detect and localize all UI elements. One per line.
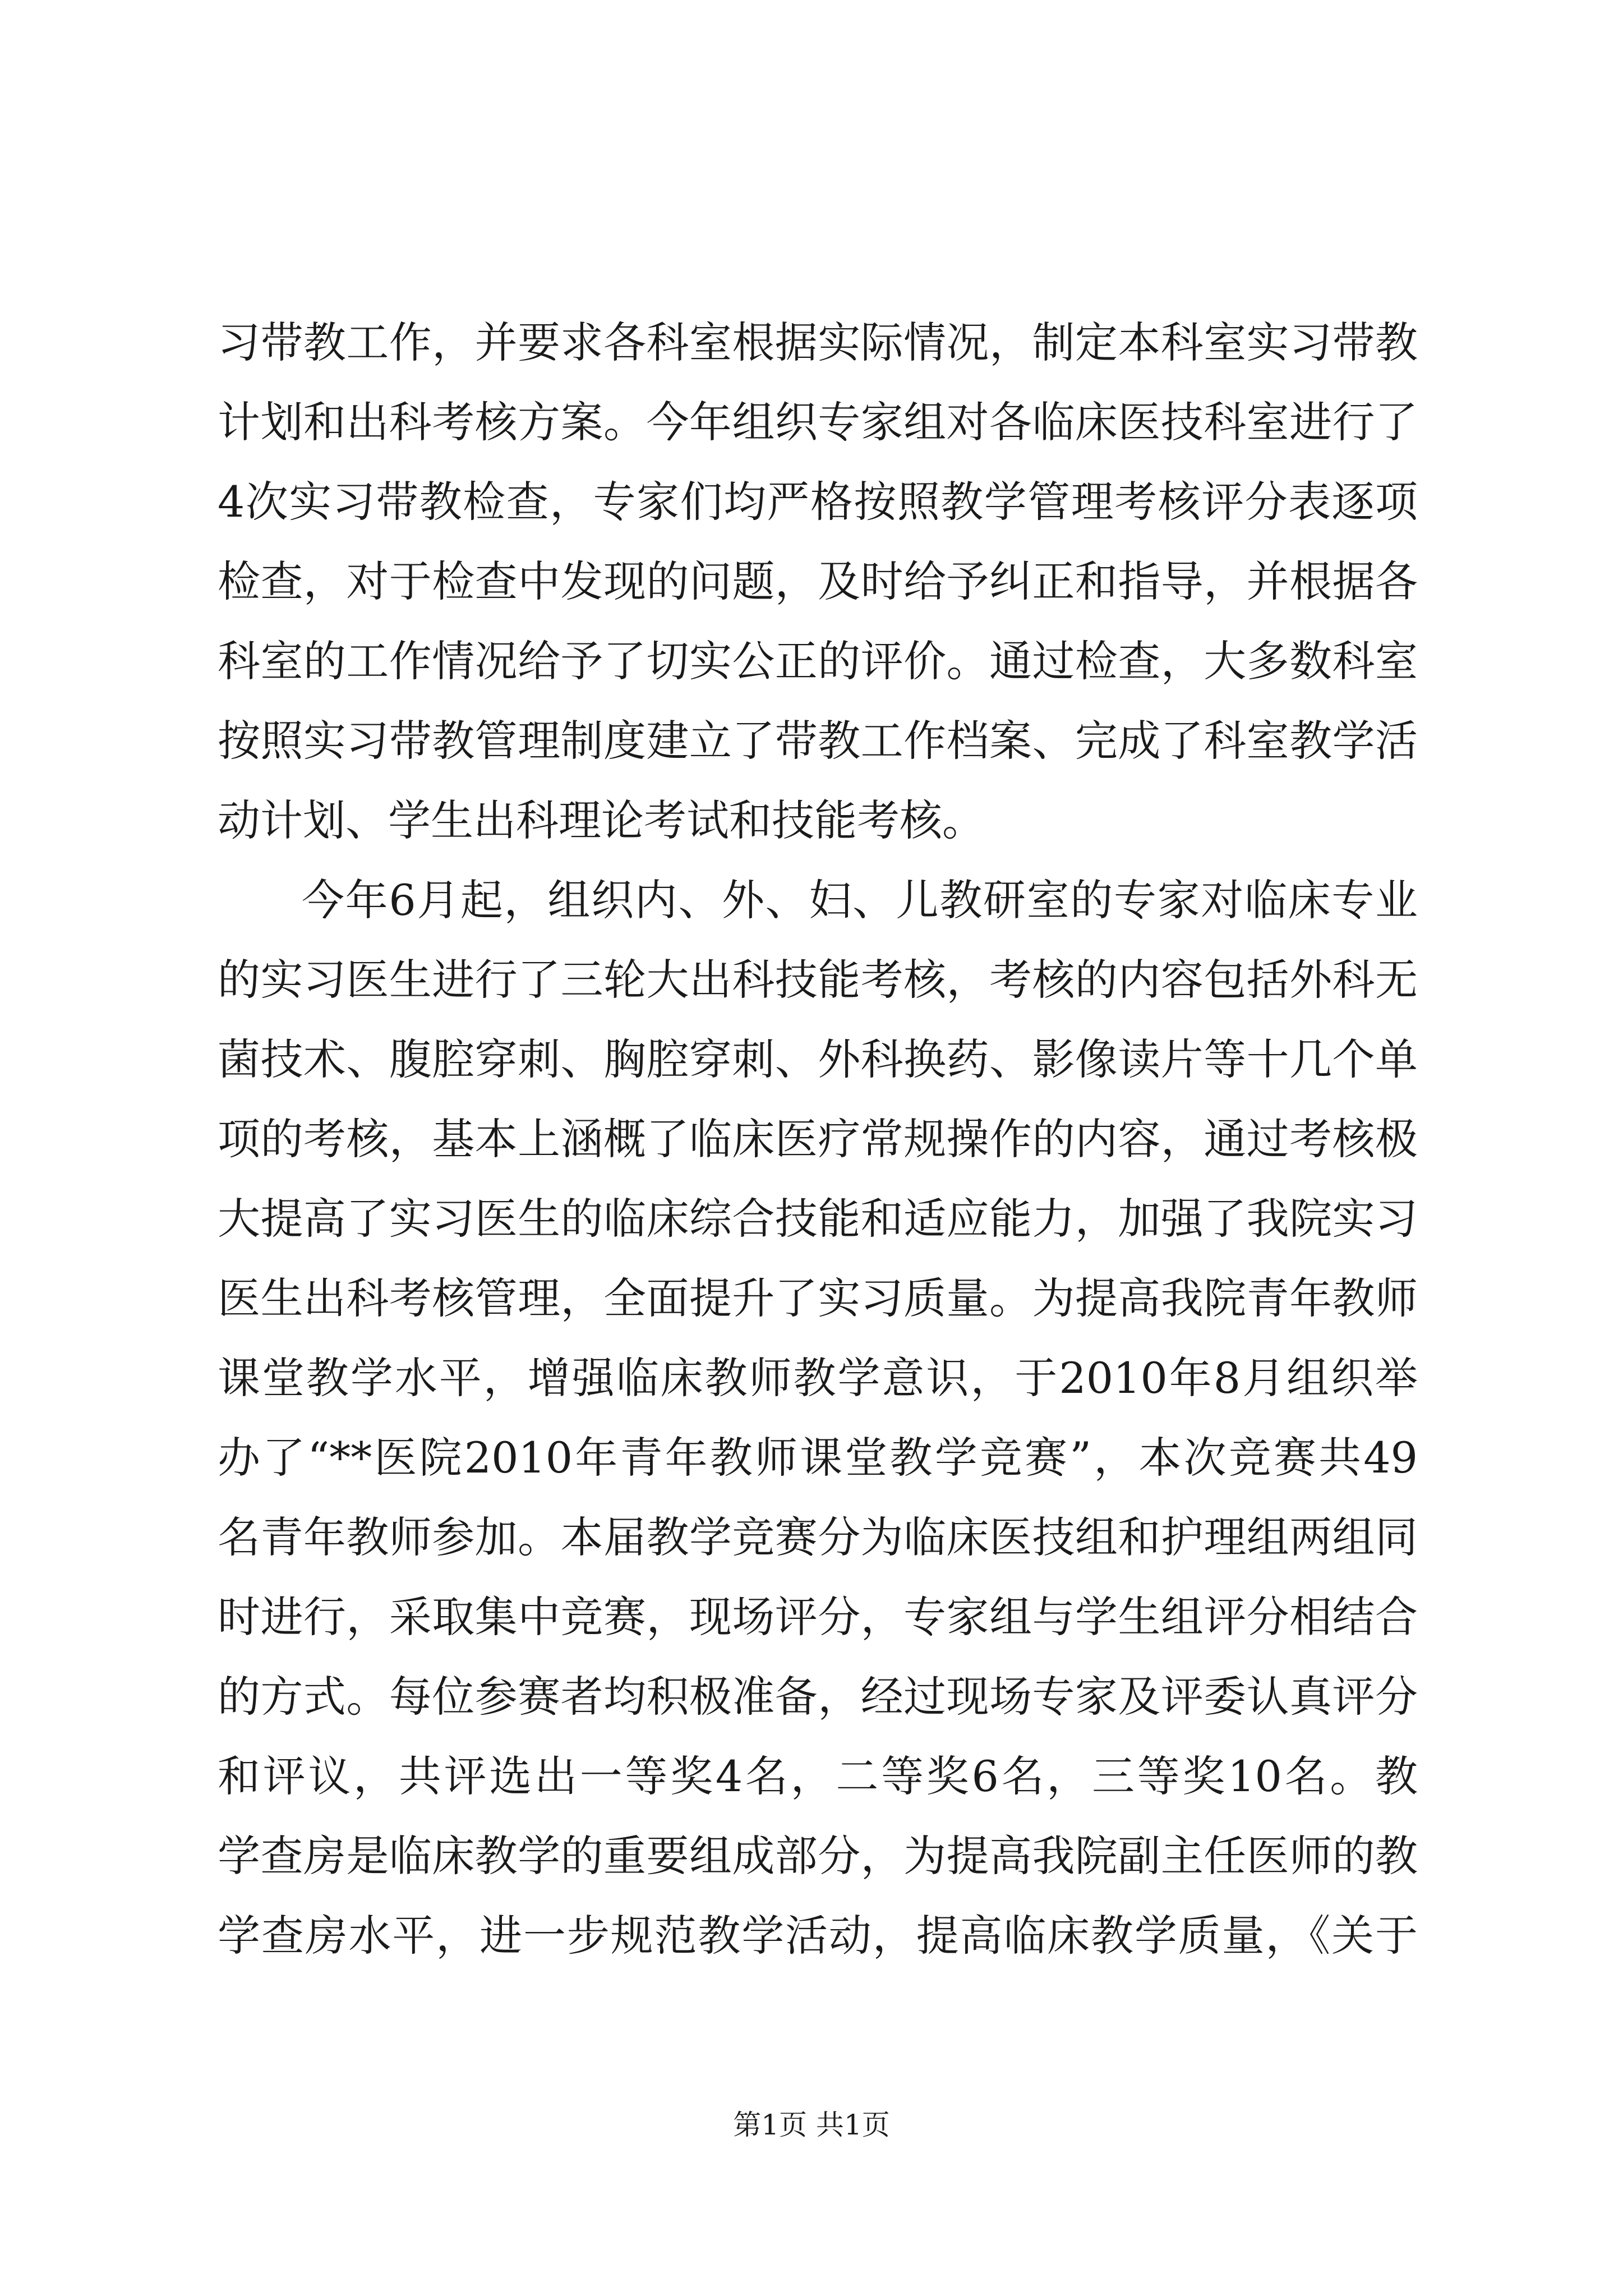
text-line: 的实习医生进行了三轮大出科技能考核，考核的内容包括外科无 bbox=[218, 955, 1418, 1005]
text-line: 项的考核，基本上涵概了临床医疗常规操作的内容，通过考核极 bbox=[218, 1114, 1418, 1164]
text-line: 动计划、学生出科理论考试和技能考核。 bbox=[218, 795, 985, 845]
text-line: 检查，对于检查中发现的问题，及时给予纠正和指导，并根据各 bbox=[218, 556, 1418, 606]
document-body bbox=[218, 303, 1418, 1976]
text-line: 名青年教师参加。本届教学竞赛分为临床医技组和护理组两组同 bbox=[218, 1512, 1418, 1562]
text-line: 学查房水平，进一步规范教学活动，提高临床教学质量，《关于 bbox=[218, 1911, 1418, 1961]
text-line: 时进行，采取集中竞赛，现场评分，专家组与学生组评分相结合 bbox=[218, 1592, 1418, 1642]
text-line: 医生出科考核管理，全面提升了实习质量。为提高我院青年教师 bbox=[218, 1273, 1418, 1323]
text-line: 菌技术、腹腔穿刺、胸腔穿刺、外科换药、影像读片等十几个单 bbox=[218, 1034, 1418, 1084]
text-line: 习带教工作，并要求各科室根据实际情况，制定本科室实习带教 bbox=[218, 318, 1418, 367]
paragraph-1 bbox=[218, 303, 1418, 861]
text-line: 办了“**医院2010年青年教师课堂教学竞赛”，本次竞赛共49 bbox=[218, 1433, 1418, 1483]
page-footer: 第1页 共1页 bbox=[733, 2109, 890, 2141]
text-line: 大提高了实习医生的临床综合技能和适应能力，加强了我院实习 bbox=[218, 1194, 1418, 1244]
text-line: 课堂教学水平，增强临床教师教学意识，于2010年8月组织举 bbox=[218, 1353, 1418, 1403]
paragraph-2 bbox=[218, 861, 1418, 1976]
text-line: 按照实习带教管理制度建立了带教工作档案、完成了科室教学活 bbox=[218, 716, 1418, 766]
text-line: 今年6月起，组织内、外、妇、儿教研室的专家对临床专业 bbox=[302, 875, 1418, 925]
text-line: 学查房是临床教学的重要组成部分，为提高我院副主任医师的教 bbox=[218, 1831, 1418, 1881]
text-line: 4次实习带教检查，专家们均严格按照教学管理考核评分表逐项 bbox=[218, 477, 1418, 527]
text-line: 的方式。每位参赛者均积极准备，经过现场专家及评委认真评分 bbox=[218, 1672, 1418, 1722]
text-line: 和评议，共评选出一等奖4名，二等奖6名，三等奖10名。教 bbox=[218, 1751, 1418, 1801]
text-line: 计划和出科考核方案。今年组织专家组对各临床医技科室进行了 bbox=[218, 397, 1418, 447]
text-line: 科室的工作情况给予了切实公正的评价。通过检查，大多数科室 bbox=[218, 636, 1418, 686]
